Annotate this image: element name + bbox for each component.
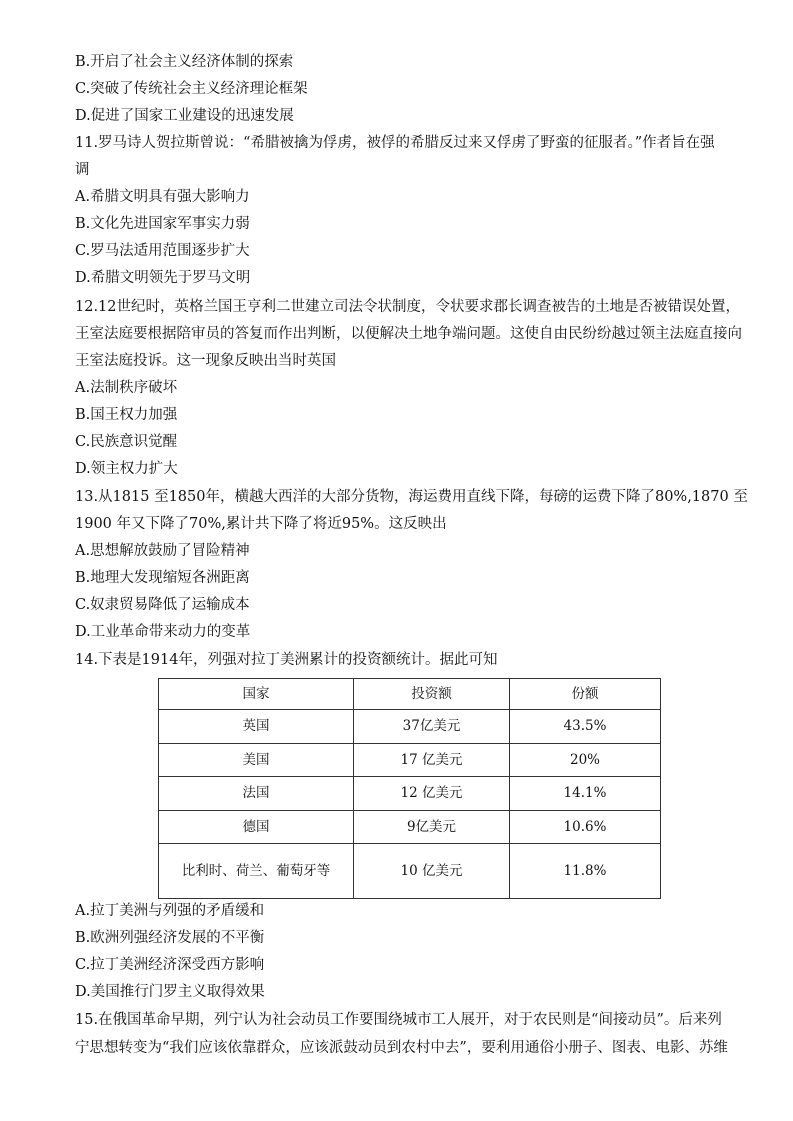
- investment-table: [158, 678, 661, 899]
- q15-stem-line2: 宁思想转变为“我们应该依靠群众，应该派鼓动员到农村中去”，要利用通俗小册子、图表、电影、苏维: [75, 1040, 728, 1056]
- q11-stem-line1: 11.罗马诗人贺拉斯曾说：“希腊被擒为俘虏，被俘的希腊反过来又俘虏了野蛮的征服者。”作者旨在强: [75, 135, 715, 151]
- q13-option-d: D.工业革命带来动力的变革: [75, 624, 251, 640]
- q12-stem-line1: 12.12世纪时，英格兰国王亨利二世建立司法令状制度，令状要求郡长调查被告的土地是否被错误处置，: [75, 299, 741, 315]
- q12-option-d: D.领主权力扩大: [75, 461, 178, 477]
- cell-investment: 17 亿美元: [354, 743, 510, 777]
- q13-option-a: A.思想解放鼓励了冒险精神: [75, 543, 250, 559]
- cell-investment: 37亿美元: [354, 710, 510, 744]
- cell-share: 43.5%: [510, 710, 661, 744]
- q10-option-c: C.突破了传统社会主义经济理论框架: [75, 81, 308, 97]
- q11-option-a: A.希腊文明具有强大影响力: [75, 189, 250, 205]
- q15-stem-line1: 15.在俄国革命早期，列宁认为社会动员工作要围绕城市工人展开，对于农民则是“间接动员”。后来列: [75, 1012, 722, 1028]
- q14-option-a: A.拉丁美洲与列强的矛盾缓和: [75, 903, 265, 919]
- cell-investment: 12 亿美元: [354, 777, 510, 811]
- table-row: [159, 810, 661, 844]
- q12-option-a: A.法制秩序破坏: [75, 380, 178, 396]
- q10-option-d: D.促进了国家工业建设的迅速发展: [75, 108, 294, 124]
- q11-stem-line2: 调: [75, 162, 90, 178]
- q14-stem: 14.下表是1914年，列强对拉丁美洲累计的投资额统计。据此可知: [75, 652, 498, 668]
- table-row: [159, 844, 661, 899]
- q10-option-b: B.开启了社会主义经济体制的探索: [75, 54, 294, 70]
- cell-investment: 10 亿美元: [354, 844, 510, 899]
- cell-share: 14.1%: [510, 777, 661, 811]
- table-row: [159, 777, 661, 811]
- q14-option-d: D.美国推行门罗主义取得效果: [75, 984, 265, 1000]
- table-row: [159, 710, 661, 744]
- q13-option-c: C.奴隶贸易降低了运输成本: [75, 597, 250, 613]
- cell-country: 法国: [159, 777, 354, 811]
- q13-stem-line2: 1900 年又下降了70%,累计共下降了将近95%。这反映出: [75, 516, 447, 532]
- q12-stem-line3: 王室法庭投诉。这一现象反映出当时英国: [75, 353, 336, 369]
- cell-country: 比利时、荷兰、葡萄牙等: [159, 844, 354, 899]
- q11-option-d: D.希腊文明领先于罗马文明: [75, 270, 251, 286]
- table-row: [159, 743, 661, 777]
- q14-option-c: C.拉丁美洲经济深受西方影响: [75, 957, 265, 973]
- header-country: 国家: [159, 679, 354, 710]
- cell-country: 美国: [159, 743, 354, 777]
- cell-country: 德国: [159, 810, 354, 844]
- table-header-row: [159, 679, 661, 710]
- header-investment: 投资额: [354, 679, 510, 710]
- cell-country: 英国: [159, 710, 354, 744]
- cell-share: 11.8%: [510, 844, 661, 899]
- q12-option-c: C.民族意识觉醒: [75, 434, 178, 450]
- cell-share: 20%: [510, 743, 661, 777]
- q13-stem-line1: 13.从1815 至1850年，横越大西洋的大部分货物，海运费用直线下降，每磅的运费下降了80%,1870 至: [75, 489, 748, 505]
- q11-option-c: C.罗马法适用范围逐步扩大: [75, 243, 250, 259]
- q12-stem-line2: 王室法庭要根据陪审员的答复而作出判断，以便解决土地争端问题。这使自由民纷纷越过领主法庭直接向: [75, 326, 742, 342]
- header-share: 份额: [510, 679, 661, 710]
- cell-share: 10.6%: [510, 810, 661, 844]
- q14-option-b: B.欧洲列强经济发展的不平衡: [75, 930, 265, 946]
- q13-option-b: B.地理大发现缩短各洲距离: [75, 570, 250, 586]
- q12-option-b: B.国王权力加强: [75, 407, 178, 423]
- cell-investment: 9亿美元: [354, 810, 510, 844]
- q11-option-b: B.文化先进国家军事实力弱: [75, 216, 250, 232]
